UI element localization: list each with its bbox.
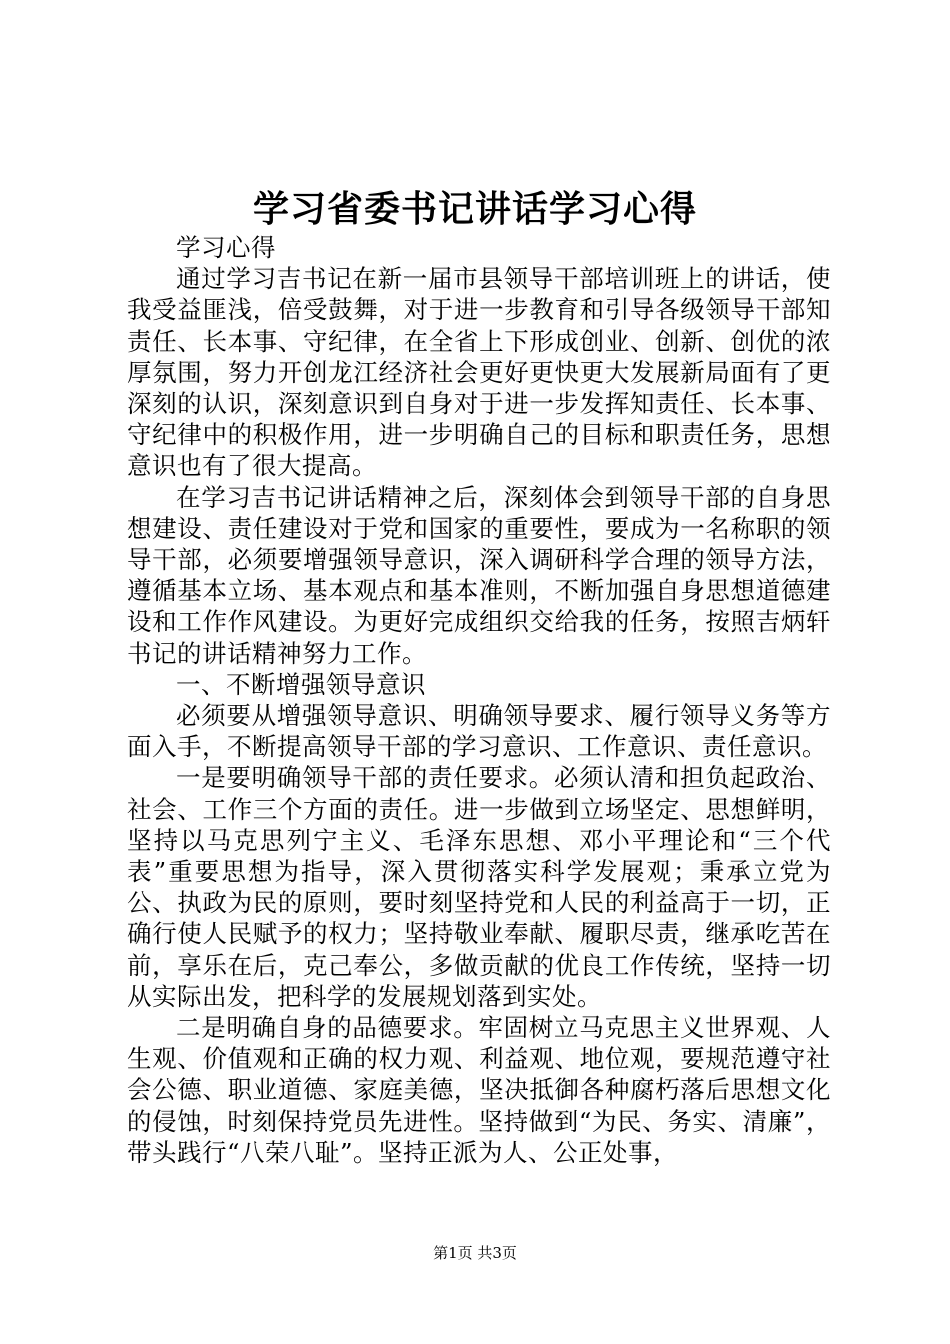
paragraph: 一是要明确领导干部的责任要求。必须认清和担负起政治、社会、工作三个方面的责任。进一步做到立场坚定、思想鲜明，坚持以马克思列宁主义、毛泽东思想、邓小平理论和“三个代表”重要思想为指导，深入贯彻落实科学发展观；秉承立党为公、执政为民的原则，要时刻坚持党和人民的利益高于一切，正确行使人民赋予的权力；坚持敬业奉献、履职尽责，继承吃苦在前，享乐在后，克己奉公，多做贡献的优良工作传统，坚持一切从实际出发，把科学的发展规划落到实处。 <box>127 763 831 1011</box>
page-footer: 第1页 共3页 <box>433 1244 517 1262</box>
paragraph: 二是明确自身的品德要求。牢固树立马克思主义世界观、人生观、价值观和正确的权力观、利益观、地位观，要规范遵守社会公德、职业道德、家庭美德，坚决抵御各种腐朽落后思想文化的侵蚀，时刻保持党员先进性。坚持做到“为民、务实、清廉”，带头践行“八荣八耻”。坚持正派为人、公正处事， <box>127 1013 831 1167</box>
paragraph: 在学习吉书记讲话精神之后，深刻体会到领导干部的自身思想建设、责任建设对于党和国家的重要性，要成为一名称职的领导干部，必须要增强领导意识，深入调研科学合理的领导方法，遵循基本立场、基本观点和基本准则，不断加强自身思想道德建设和工作作风建设。为更好完成组织交给我的任务，按照吉炳轩书记的讲话精神努力工作。 <box>127 482 831 668</box>
paragraph-heading: 学习心得 <box>176 233 276 262</box>
paragraph: 必须要从增强领导意识、明确领导要求、履行领导义务等方面入手，不断提高领导干部的学习意识、工作意识、责任意识。 <box>127 701 831 762</box>
document-title: 学习省委书记讲话学习心得 <box>252 188 697 230</box>
section-heading: 一、不断增强领导意识 <box>176 669 426 699</box>
paragraph: 通过学习吉书记在新一届市县领导干部培训班上的讲话，使我受益匪浅，倍受鼓舞，对于进一步教育和引导各级领导干部知责任、长本事、守纪律，在全省上下形成创业、创新、创优的浓厚氛围，努力开创龙江经济社会更好更快更大发展新局面有了更深刻的认识，深刻意识到自身对于进一步发挥知责任、长本事、守纪律中的积极作用，进一步明确自己的目标和职责任务，思想意识也有了很大提高。 <box>127 264 831 481</box>
document-body <box>127 232 831 1168</box>
